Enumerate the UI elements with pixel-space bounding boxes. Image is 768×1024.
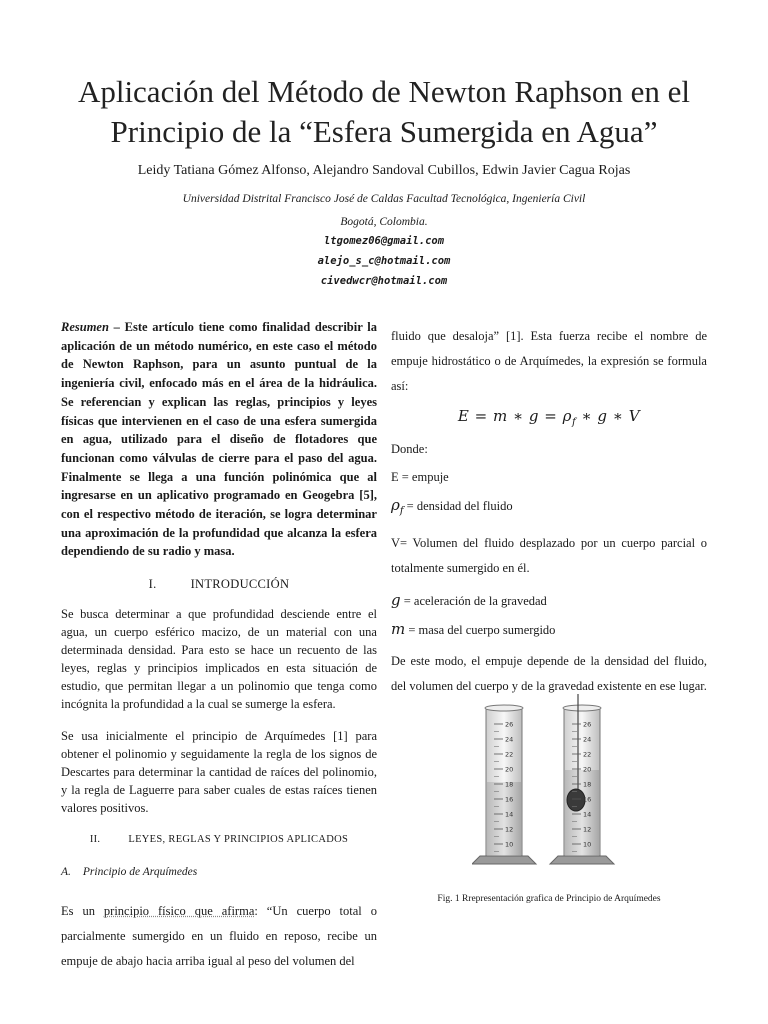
paragraph-rest: : “Un cuerpo total o parcialmente sumergido en un fluido en reposo, recibe un empuje de abajo hacia arriba igual al peso del volumen del — [61, 904, 377, 969]
formula-subscript: f — [571, 417, 577, 428]
buoyancy-formula — [391, 407, 707, 432]
conclusion-paragraph: De este modo, el empuje depende de la densidad del fluido, del volumen del cuerpo y de la gravedad existente en ese lugar. — [391, 653, 707, 693]
scale-label: 16 — [505, 795, 514, 804]
scale-label: 26 — [505, 720, 514, 729]
scale-label: 22 — [583, 750, 592, 759]
scale-label: 14 — [505, 810, 514, 819]
right-column — [391, 324, 707, 699]
right-cylinder — [550, 694, 614, 864]
abstract-text: – Este artículo tiene como finalidad describir la aplicación de un método numérico, en este caso el método de Newton Raphson, para un asunto puntual de la ingeniería civil, enfocado más en el área de la hidráulica. Se referencian y explican las reglas, principios y leyes físicas que intervienen en el caso de una esfera sumergida en agua, utilizado para el diseño de flotadores que funcionan como válvulas de cierre para el paso del agua. Finalmente se llega a una función polinómica que al ingresarse en un aplicativo programado en Geogebra [5], con el respectivo método de iteración, se logra determinar una aproximación de la profundidad que alcanza la esfera dependiendo de su radio y masa. — [61, 320, 377, 559]
subsection-title: Principio de Arquímedes — [82, 866, 198, 879]
paper-authors: Leidy Tatiana Gómez Alfonso, Alejandro Sandoval Cubillos, Edwin Javier Cagua Rojas — [137, 163, 631, 178]
scale-label: 16 — [583, 795, 592, 804]
g-symbol: g — [391, 590, 401, 609]
email-1[interactable]: ltgomez06@gmail.com — [323, 235, 445, 247]
abstract — [61, 318, 377, 561]
scale-label: 22 — [505, 750, 514, 759]
scale-label: 10 — [505, 840, 514, 849]
scale-label: 24 — [505, 735, 514, 744]
scale-label: 20 — [583, 765, 592, 774]
graduated-cylinders-image — [472, 694, 622, 870]
buoyancy-paragraph: fluido que desaloja” [1]. Esta fuerza recibe el nombre de empuje hidrostático o de Arquímedes, la expresión se formula así: — [391, 329, 707, 393]
def-gravity — [391, 591, 707, 610]
subsection-heading — [61, 863, 377, 881]
scale-label: 12 — [583, 825, 592, 834]
section-title: LEYES, REGLAS Y PRINCIPIOS APLICADOS — [128, 834, 349, 846]
paper-title: Aplicación del Método de Newton Raphson en el Principio de la “Esfera Sumergida en Agua” — [77, 74, 691, 149]
donde-label: Donde: — [391, 442, 428, 456]
def-density — [391, 496, 707, 521]
left-column — [61, 318, 377, 974]
def-volume: V= Volumen del fluido desplazado por un cuerpo parcial o totalmente sumergido en él. — [391, 535, 707, 575]
scale-label: 18 — [505, 780, 514, 789]
section-number: I. — [148, 577, 157, 592]
section-number: II. — [89, 834, 101, 846]
right-water — [565, 770, 599, 855]
intro-paragraph-1: Se busca determinar a que profundidad desciende entre el agua, un cuerpo esférico macizo, de un material con una determinada densidad. Para esto se hace un recuento de las leyes, reglas y principios implicados en esta situación de estudio, que permitan llegar a un polinomio que tenga como incógnita la profundidad a la cual se sumerge la esfera. — [61, 607, 377, 712]
def-mass — [391, 620, 707, 639]
section-title: INTRODUCCIÓN — [190, 577, 290, 592]
email-3[interactable]: civedwcr@hotmail.com — [320, 275, 448, 287]
archimedes-paragraph — [61, 899, 377, 974]
def-empuje: E = empuje — [391, 470, 449, 484]
archimedes-figure — [472, 694, 622, 870]
rho-subscript: f — [399, 505, 404, 517]
rho-symbol: ρ — [391, 496, 400, 514]
subsection-letter: A. — [61, 866, 71, 879]
scale-label: 18 — [583, 780, 592, 789]
email-list — [40, 231, 728, 291]
scale-label: 10 — [583, 840, 592, 849]
abstract-lead: Resumen — [61, 320, 109, 334]
affiliation-block — [40, 188, 728, 234]
intro-paragraph-2: Se usa inicialmente el principio de Arquímedes [1] para obtener el polinomio y seguidamente la regla de los signos de Descartes para determinar la cantidad de raíces del polinomio, y la regla de Laguerre para saber cuales de estas raíces tienen valores positivos. — [61, 729, 377, 816]
location: Bogotá, Colombia. — [340, 216, 428, 228]
scale-label: 24 — [583, 735, 592, 744]
email-2[interactable]: alejo_s_c@hotmail.com — [317, 255, 451, 267]
principle-link[interactable]: principio físico que afirma — [103, 904, 255, 919]
density-text: = densidad del fluido — [403, 499, 513, 513]
affiliation: Universidad Distrital Francisco José de Caldas Facultad Tecnológica, Ingeniería Civil — [182, 193, 586, 205]
left-water — [487, 782, 521, 855]
left-base — [472, 856, 536, 864]
gravity-text: = aceleración de la gravedad — [400, 593, 547, 608]
scale-label: 12 — [505, 825, 514, 834]
left-cylinder — [472, 705, 536, 864]
scale-label: 26 — [583, 720, 592, 729]
paragraph-start: Es un — [61, 904, 104, 919]
mass-text: = masa del cuerpo sumergido — [405, 622, 556, 637]
scale-label: 14 — [583, 810, 592, 819]
scale-label: 20 — [505, 765, 514, 774]
section-heading-intro — [61, 575, 377, 593]
formula-end: ∗ g ∗ V — [576, 407, 641, 425]
formula-part: E = m ∗ g = ρ — [457, 407, 572, 425]
figure-caption: Fig. 1 Rrepresentación grafica de Principio de Arquímedes — [437, 894, 661, 904]
right-base — [550, 856, 614, 864]
section-heading-laws — [61, 831, 377, 849]
m-symbol: m — [391, 619, 406, 638]
